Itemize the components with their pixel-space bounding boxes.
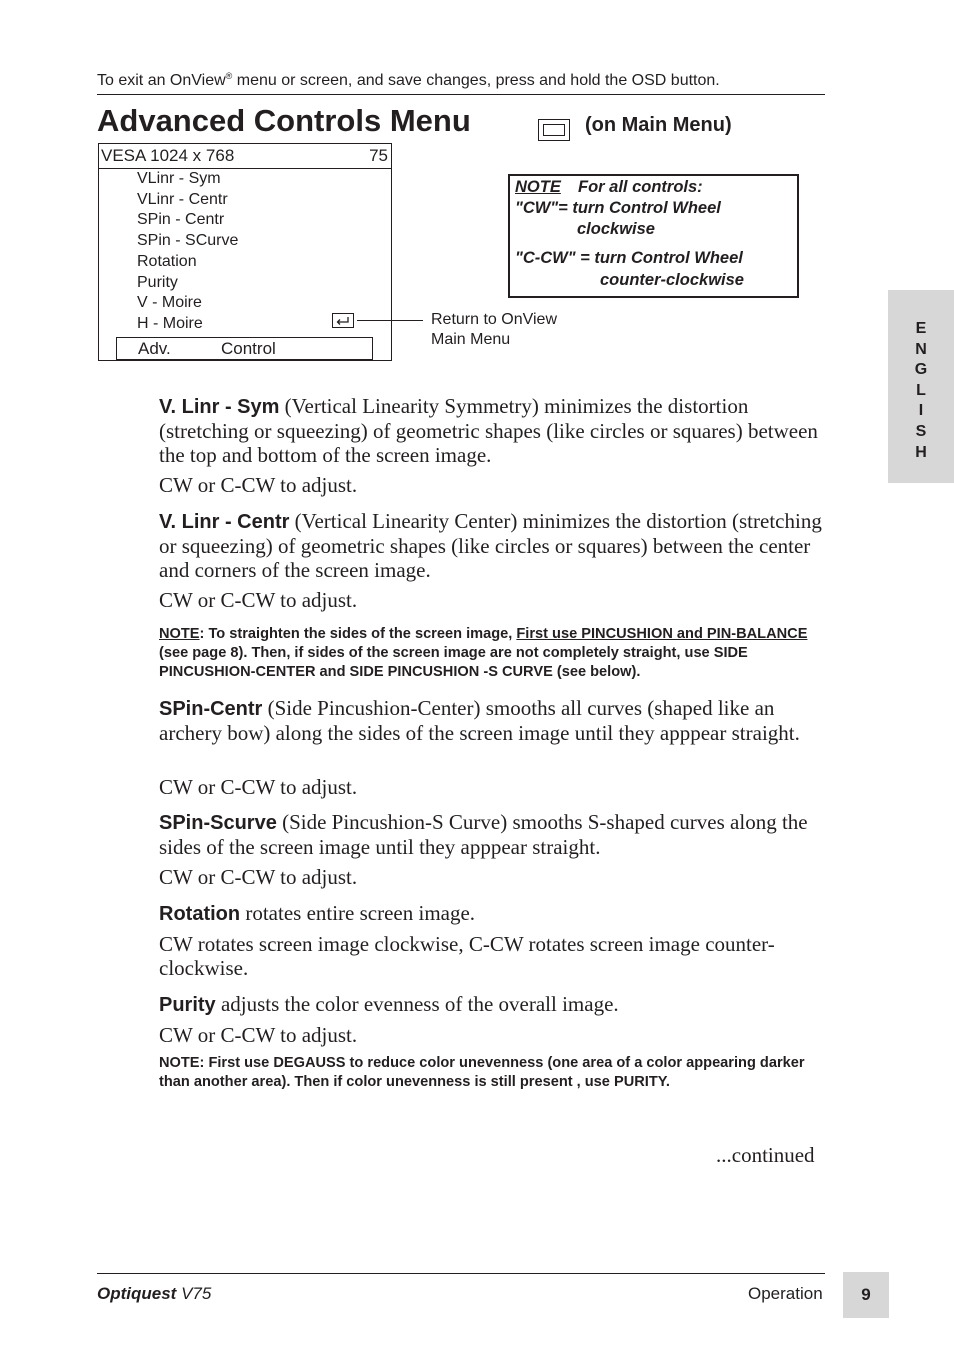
return-callout-line2: Main Menu [431,331,511,348]
osd-refresh-rate: 75 [369,146,388,165]
purity-adjust: CW or C-CW to adjust. [159,1023,358,1047]
menu-window-icon [538,119,570,141]
osd-item-vlinr-centr: VLinr - Centr [137,190,228,208]
side-tab-letter: S [915,422,927,440]
exit-instruction-text: To exit an OnView [97,72,226,89]
side-tab-letter: I [918,402,924,420]
side-tab-letter: E [915,320,927,337]
osd-item-rotation: Rotation [137,252,197,270]
osd-item-purity: Purity [137,273,178,291]
osd-header [99,144,391,169]
return-arrow-icon-glyph [333,314,353,327]
osd-item-v-moire: V - Moire [137,294,202,312]
page-title: Advanced Controls Menu [97,103,471,138]
side-tab-letter: L [916,381,926,399]
rotation-detail: CW rotates screen image clockwise, C-CW rotates screen image counter-clockwise. [159,932,775,980]
pincushion-note-emphasis: First use PINCUSHION and PIN-BALANCE [516,626,808,642]
section-vlinr-sym [159,394,839,467]
footer-section: Operation [748,1284,823,1303]
purity-note: NOTE: First use DEGAUSS to reduce color unevenness (one area of a color appearing darker than another area). Then if color unevenness is still present , use PURITY. [159,1055,805,1090]
section-body: adjusts the color evenness of the overall image. [220,992,619,1016]
pincushion-note-text-rest: (see page 8). Then, if sides of the screen image are not completely straight, use SIDE PINCUSHION-CENTER and SIDE PINCUSHION -S CURVE (see below). [159,645,748,680]
section-heading: Purity [159,994,216,1016]
language-side-tab-letters [888,319,954,463]
osd-item-list [137,169,238,335]
osd-item-h-moire: H - Moire [137,314,203,332]
spin-centr-adjust: CW or C-CW to adjust. [159,775,358,799]
section-heading: V. Linr - Sym [159,396,280,418]
osd-item-spin-scurve: SPin - SCurve [137,232,239,250]
footer-model: V75 [176,1284,212,1303]
note-ccw-line2: counter-clockwise [600,271,744,289]
continued-marker: ...continued [716,1143,815,1167]
vlinr-centr-adjust: CW or C-CW to adjust. [159,588,358,612]
osd-footer-control: Control [221,339,276,358]
section-body: (Side Pincushion-S Curve) smooths S-shaped curves along the sides of the screen image until they apppear straight. [159,810,808,859]
section-body: (Side Pincushion-Center) smooths all curves (shaped like an archery bow) along the sides of the screen image until they apppear straight. [159,696,800,745]
osd-item-spin-centr: SPin - Centr [137,211,225,229]
section-spin-scurve [159,810,839,859]
osd-menu-illustration [98,143,392,361]
section-heading: Rotation [159,903,241,925]
footer-brand-name: Optiquest [97,1284,177,1303]
side-tab-letter: H [915,443,927,461]
section-heading: V. Linr - Centr [159,511,290,533]
side-tab-letter: N [915,340,927,358]
return-callout [431,310,557,350]
pincushion-note-label: NOTE [159,626,200,642]
note-label: NOTE [515,178,561,196]
section-heading: SPin-Scurve [159,812,277,834]
footer-brand [97,1284,211,1304]
note-cw-line1: "CW"= turn Control Wheel [515,199,721,217]
pincushion-note [159,625,831,682]
page-number: 9 [843,1272,889,1318]
vlinr-sym-adjust: CW or C-CW to adjust. [159,473,358,497]
osd-resolution: VESA 1024 x 768 [101,146,235,165]
section-body: (Vertical Linearity Center) minimizes the distortion (stretching or squeezing) of geometric shapes (like circles or squares) between the center and corners of the screen image. [159,509,822,582]
footer-divider [97,1273,825,1274]
return-arrow-icon [332,313,354,328]
note-cw-line2: clockwise [577,220,655,238]
spin-scurve-adjust: CW or C-CW to adjust. [159,865,358,889]
section-purity [159,992,839,1017]
osd-item-vlinr-sym: VLinr - Sym [137,170,221,187]
on-main-menu-label: (on Main Menu) [585,114,732,136]
osd-footer-bar [116,337,373,360]
side-tab-letter: G [914,361,928,379]
header-divider [97,94,825,95]
section-heading: SPin-Centr [159,698,263,720]
callout-leader-line [357,320,423,321]
section-rotation [159,901,839,926]
exit-instruction [97,71,720,90]
return-callout-line1: Return to OnView [431,311,557,328]
section-vlinr-centr [159,509,839,582]
language-side-tab [888,290,954,483]
controls-note-box [508,174,799,298]
pincushion-note-text: : To straighten the sides of the screen image, [199,626,517,642]
section-body: (Vertical Linearity Symmetry) minimizes the distortion (stretching or squeezing) of geometric shapes (like circles or squares) between the top and bottom of the screen image. [159,394,818,467]
note-intro: For all controls: [578,178,703,196]
note-ccw-line1: "C-CW" = turn Control Wheel [515,249,743,267]
section-body: rotates entire screen image. [245,901,476,925]
section-spin-centr [159,696,839,745]
menu-window-icon-inner [543,124,565,136]
osd-footer-adv: Adv. [138,339,171,358]
exit-instruction-text-rest: menu or screen, and save changes, press and hold the OSD button. [232,72,720,89]
registered-mark: ® [225,71,233,81]
